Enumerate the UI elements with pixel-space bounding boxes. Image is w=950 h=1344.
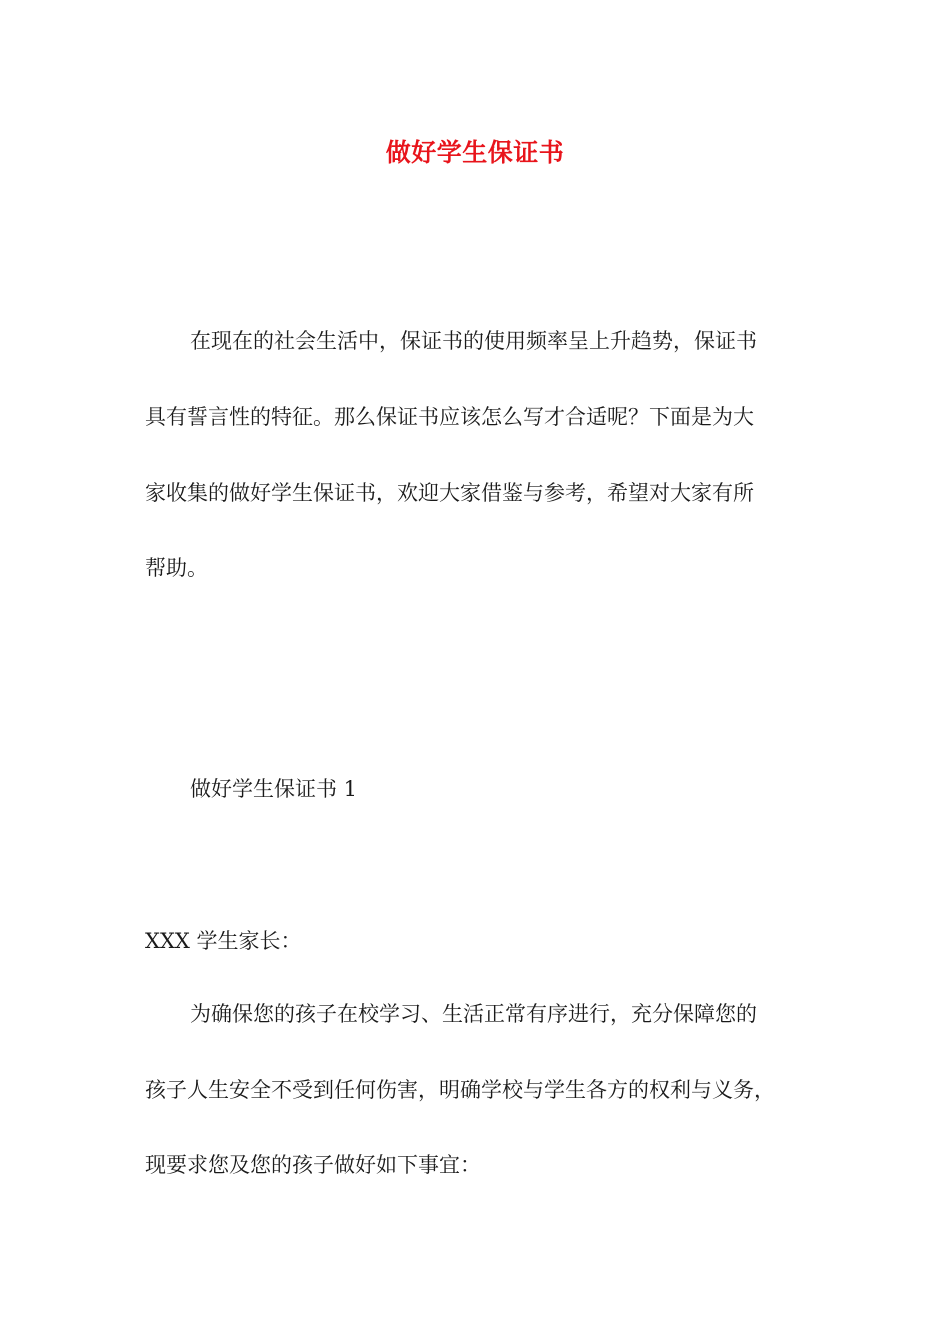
section-heading: 做好学生保证书 1 bbox=[190, 777, 358, 801]
intro-line-2: 具有誓言性的特征。那么保证书应该怎么写才合适呢？下面是为大 bbox=[145, 405, 754, 429]
intro-line-4: 帮助。 bbox=[145, 556, 208, 580]
intro-line-1: 在现在的社会生活中，保证书的使用频率呈上升趋势，保证书 bbox=[190, 329, 757, 353]
document-title: 做好学生保证书 bbox=[385, 138, 565, 167]
body-line-2: 孩子人生安全不受到任何伤害，明确学校与学生各方的权利与义务， bbox=[145, 1078, 775, 1102]
body-line-3: 现要求您及您的孩子做好如下事宜： bbox=[145, 1153, 481, 1177]
salutation: XXX 学生家长： bbox=[145, 929, 302, 953]
intro-line-3: 家收集的做好学生保证书，欢迎大家借鉴与参考，希望对大家有所 bbox=[145, 481, 754, 505]
body-line-1: 为确保您的孩子在校学习、生活正常有序进行，充分保障您的 bbox=[190, 1002, 757, 1026]
